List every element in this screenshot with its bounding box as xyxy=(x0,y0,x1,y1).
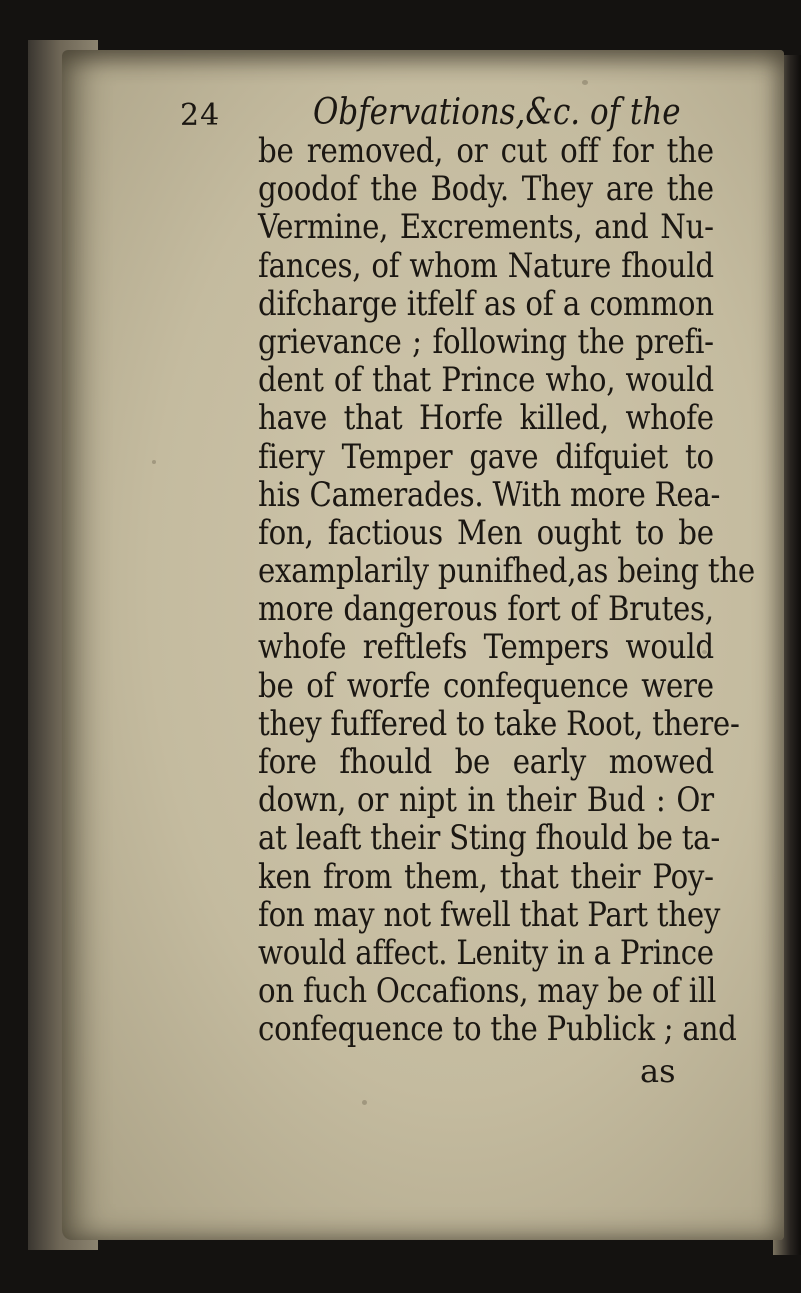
running-head: Obfervations,&c. of the xyxy=(313,92,681,133)
text-line: on fuch Occafions, may be of ill xyxy=(258,971,717,1012)
text-line: Vermine, Excrements, and Nu- xyxy=(258,207,714,248)
paper-speck xyxy=(152,460,156,464)
text-line: his Camerades. With more Rea- xyxy=(258,474,721,515)
text-line: they fuffered to take Root, there- xyxy=(258,703,740,744)
text-line: ken from them, that their Poy- xyxy=(258,856,714,897)
text-line: be of worfe confequence were xyxy=(258,665,714,706)
paper-speck xyxy=(362,1100,367,1105)
text-line: goodof the Body. They are the xyxy=(258,169,714,210)
text-line: fiery Temper gave difquiet to xyxy=(258,436,714,477)
catchword: as xyxy=(640,1052,676,1090)
text-line: down, or nipt in their Bud : Or xyxy=(258,780,714,821)
text-line: have that Horfe killed, whofe xyxy=(258,398,714,439)
text-line: would affect. Lenity in a Prince xyxy=(258,932,714,973)
text-line: fore fhould be early mowed xyxy=(258,742,714,782)
paper-speck xyxy=(582,80,588,85)
text-line: at leaft their Sting fhould be ta- xyxy=(258,818,720,859)
text-line: fances, of whom Nature fhould xyxy=(258,245,714,286)
text-line: examplarily punifhed,as being the xyxy=(258,551,755,592)
text-line: confequence to the Publick ; and xyxy=(258,1009,737,1050)
text-line: fon, factious Men ought to be xyxy=(258,512,714,553)
text-line: fon may not fwell that Part they xyxy=(258,894,721,935)
text-line: grievance ; following the prefi- xyxy=(258,321,714,362)
text-line: be removed, or cut off for the xyxy=(258,131,714,171)
page-number: 24 xyxy=(180,98,221,133)
body-text xyxy=(258,131,755,1050)
text-line: more dangerous fort of Brutes, xyxy=(258,589,714,630)
text-line: dent of that Prince who, would xyxy=(258,360,714,401)
text-line: whofe reftlefs Tempers would xyxy=(258,627,714,668)
text-line: difcharge itfelf as of a common xyxy=(258,283,714,324)
